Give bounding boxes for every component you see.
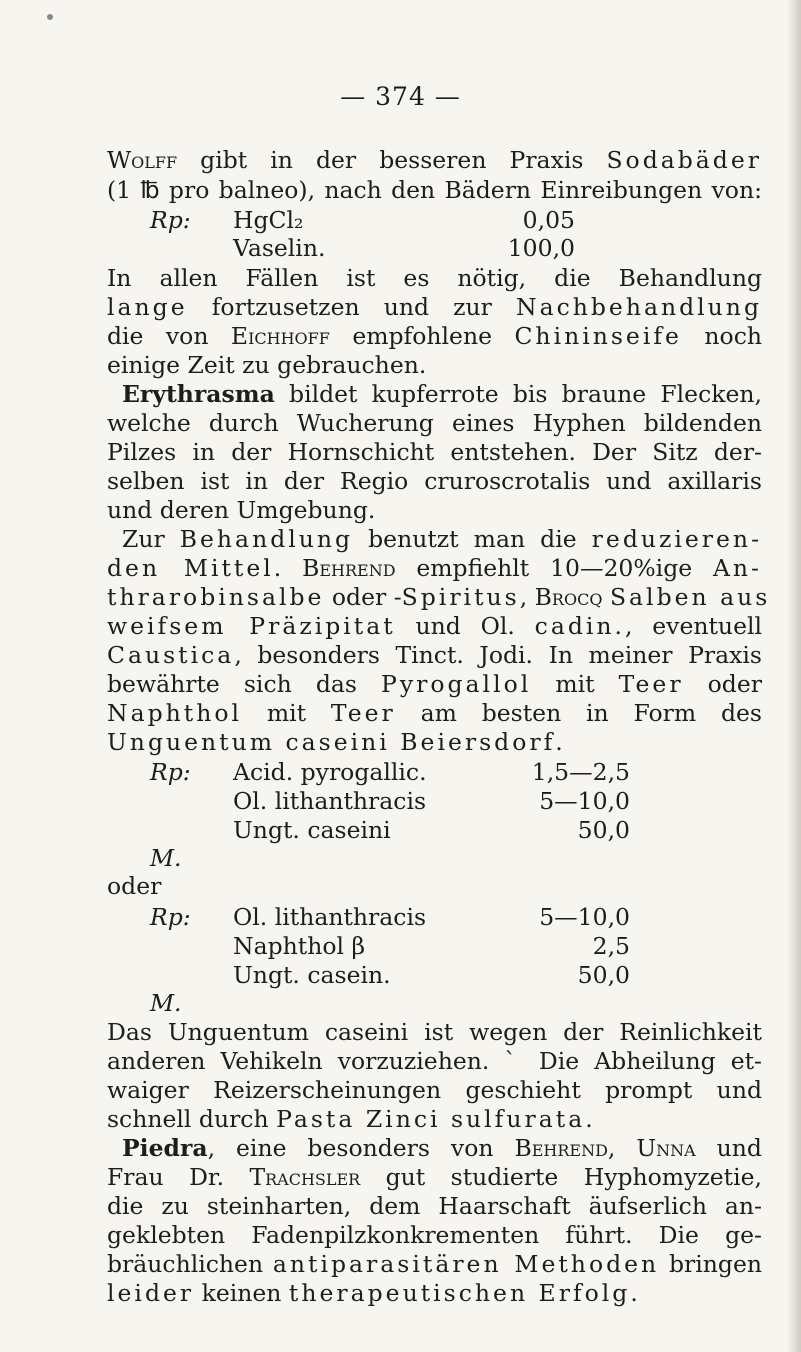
section-term: Erythrasma [122,380,275,408]
text-line-11: Pilzes in der Hornschicht entstehen. Der Sitz der- [107,438,762,466]
text-line-20 [107,699,762,727]
spaced-term: An- [712,554,762,582]
text-line-34 [122,1134,762,1162]
text-span [602,583,609,611]
recipe3-item-1: Ol. lithanthracis [233,903,427,931]
recipe2-amount-2: 5—10,0 [539,787,630,815]
spaced-term: Spiritus [401,583,520,611]
spaced-term: therapeutischen Erfolg [288,1279,631,1307]
recipe2-misce: M. [150,844,182,872]
text-span: . [273,554,303,582]
spaced-term: Pasta Zinci sulfurata [276,1105,586,1133]
text-span: oder [683,670,762,698]
text-line-19 [107,670,762,698]
text-line-12: selben ist in der Regio cruroscrotalis und axillaris [107,467,762,495]
text-line-21 [107,728,563,756]
text-span: keinen [194,1279,289,1307]
text-span: am besten in Form des [395,699,762,727]
spaced-term: thrarobinsalbe [107,583,325,611]
author-name: Trachsler [249,1163,361,1191]
text-line-6 [107,293,762,321]
author-name: Brocq [534,583,603,611]
recipe1-item-2: Vaselin. [233,234,326,262]
text-span: , [607,1134,637,1162]
text-line-10: welche durch Wucherung eines Hyphen bildenden [107,409,762,437]
text-line-14 [122,525,762,553]
text-line-9 [122,380,762,408]
page-edge-shadow [787,0,801,1352]
text-span: , eine besonders von [207,1134,515,1162]
text-line-33 [107,1105,593,1133]
spaced-term: Behandlung [179,525,354,553]
recipe2-amount-3: 50,0 [577,816,630,844]
page-number: — 374 — [340,82,461,111]
author-name: Wolff [107,146,178,174]
spaced-term: Chininseife [514,322,682,350]
recipe2-item-3: Ungt. caseini [233,816,391,844]
recipe3-item-2: Naphthol β [233,932,366,960]
spaced-term: Naphthol [107,699,242,727]
text-span: mit [531,670,619,698]
author-name: Behrend [514,1134,608,1162]
spaced-term: Caustica [107,641,235,669]
text-line-17 [107,612,762,640]
text-span: schnell durch [107,1105,277,1133]
recipe3-amount-1: 5—10,0 [539,903,630,931]
author-name: Unna [636,1134,696,1162]
text-line-31: anderen Vehikeln vorzuziehen. ˋ Die Abheilung et- [107,1047,762,1075]
text-span: . [630,1279,638,1307]
text-span: , [519,583,535,611]
spaced-term: antiparasitären Methoden [272,1250,660,1278]
text-line-7 [107,322,762,350]
text-line-2: (1 ℔ pro balneo), nach den Bädern Einreibungen von: [107,176,762,204]
text-line-39 [107,1279,638,1307]
text-span: empfohlene [329,322,515,350]
text-line-1 [107,146,762,174]
spaced-term: Teer [330,699,396,727]
spaced-term: Pyrogallol [381,670,532,698]
text-line-13: und deren Umgebung. [107,496,376,524]
text-line-37: geklebten Fadenpilzkonkrementen führt. Die ge- [107,1221,762,1249]
text-line-38 [107,1250,762,1278]
text-span: fortzusetzen und zur [187,293,517,321]
author-name: Behrend [302,554,396,582]
recipe2-rp: Rp: [150,758,191,786]
recipe2-item-1: Acid. pyrogallic. [233,758,427,786]
text-span: benutzt man die [353,525,592,553]
recipe3-misce: M. [150,989,182,1017]
text-line-15 [107,554,762,582]
recipe1-amount-1: 0,05 [522,206,575,234]
text-line-5 [107,264,762,292]
spaced-term: weifsem Präzipitat [107,612,396,640]
text-span: und Ol. [395,612,535,640]
recipe2-amount-1: 1,5—2,5 [531,758,630,786]
text-line-30: Das Unguentum caseini ist wegen der Reinlichkeit [107,1018,762,1046]
text-line-18 [107,641,762,669]
recipe1-rp: Rp: [150,206,191,234]
text-span: In allen Fällen ist es nötig, die Behandlung [107,264,762,292]
text-span: die von [107,322,231,350]
text-span: bräuchlichen [107,1250,273,1278]
spaced-term: lange [107,293,188,321]
spaced-term: den Mittel [107,554,274,582]
text-line-36: die zu steinharten, dem Haarschaft äufserlich an- [107,1192,762,1220]
text-span: empfiehlt 10—20%ige [395,554,713,582]
recipe1-amount-2: 100,0 [507,234,575,262]
spaced-term: Salben aus [609,583,771,611]
text-line-35 [107,1163,762,1191]
author-name: Eichhoff [230,322,330,350]
text-span: gibt in der besseren Praxis [177,146,607,174]
text-line-32: waiger Reizerscheinungen geschieht prompt und [107,1076,762,1104]
recipe3-amount-3: 50,0 [577,961,630,989]
text-span: Frau Dr. [107,1163,250,1191]
recipe3-item-3: Ungt. casein. [233,961,391,989]
text-span: gut studierte Hyphomyzetie, [360,1163,762,1191]
spaced-term: cadin. [534,612,625,640]
text-span: und [695,1134,762,1162]
text-oder: oder [107,872,162,900]
text-span: . [555,728,563,756]
spaced-term: reduzieren- [591,525,763,553]
spaced-term: Sodabäder [606,146,762,174]
section-term: Piedra [122,1134,208,1162]
text-span: Zur [122,525,180,553]
text-span: noch [681,322,762,350]
recipe3-rp: Rp: [150,903,191,931]
recipe1-item-1: HgCl₂ [233,206,304,234]
spaced-term: leider [107,1279,195,1307]
text-span: mit [242,699,331,727]
spaced-term: Teer [618,670,684,698]
recipe3-amount-2: 2,5 [592,932,630,960]
text-span: , eventuell [625,612,763,640]
text-line-8: einige Zeit zu gebrauchen. [107,351,427,379]
text-span: . [585,1105,593,1133]
spaced-term: Unguentum caseini Beiersdorf [107,728,556,756]
text-span: , besonders Tinct. Jodi. In meiner Praxis [234,641,762,669]
text-span: bringen [659,1250,762,1278]
ink-speck [47,14,53,20]
spaced-term: Nachbehandlung [516,293,762,321]
recipe2-item-2: Ol. lithanthracis [233,787,427,815]
text-span: bewährte sich das [107,670,382,698]
text-line-16 [107,583,771,611]
text-span: oder - [324,583,402,611]
text-span: bildet kupferrote bis braune Flecken, [274,380,762,408]
